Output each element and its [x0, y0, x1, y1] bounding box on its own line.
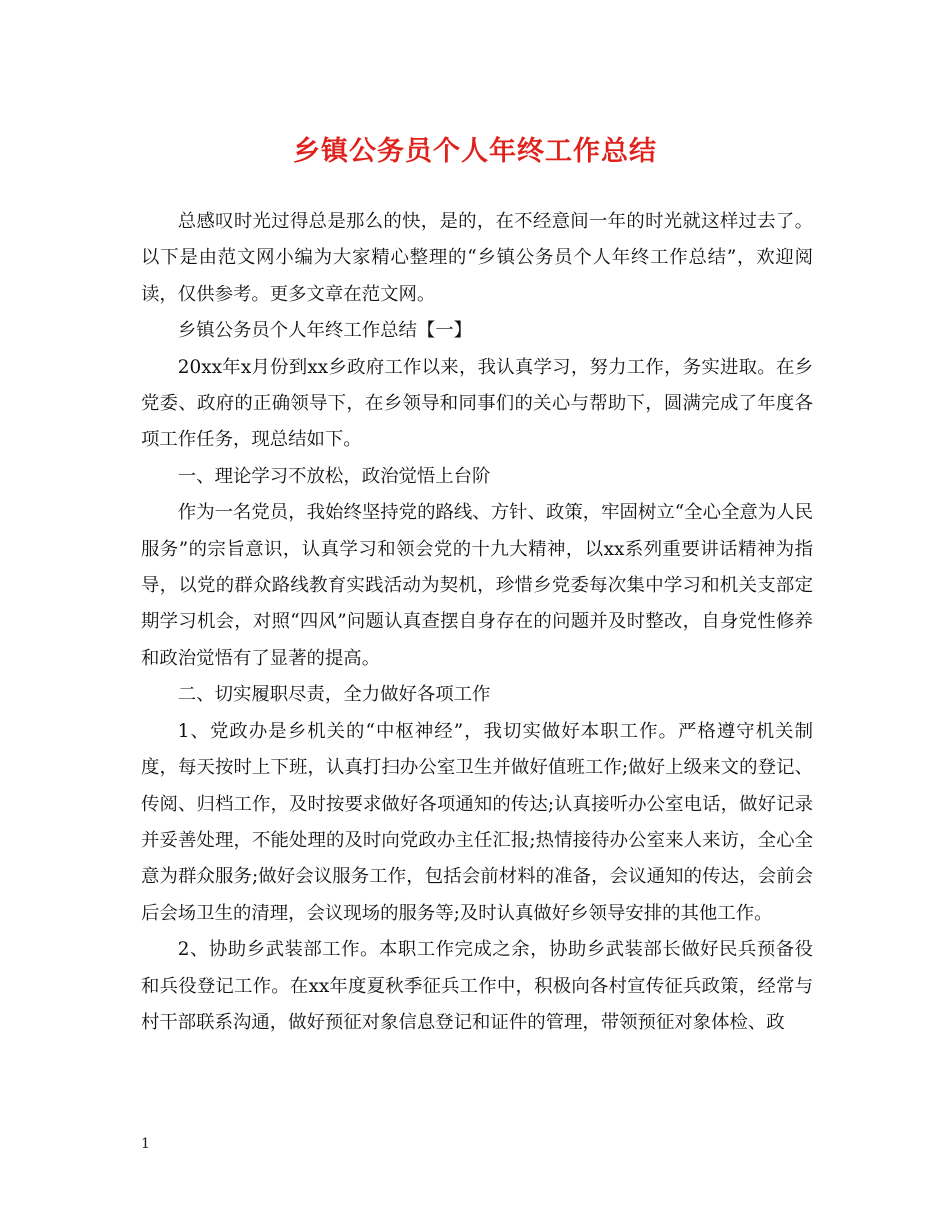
document-body [141, 204, 813, 1041]
paragraph-armed-forces-duties: 2、协助乡武装部工作。本职工作完成之余，协助乡武装部长做好民兵预备役和兵役登记工作。在xx年度夏秋季征兵工作中，积极向各村宣传征兵政策，经常与村干部联系沟通，做好预征对象信息登记和证件的管理，带领预征对象体检、政 [141, 939, 813, 1033]
paragraph-overview: 20xx年x月份到xx乡政府工作以来，我认真学习，努力工作，务实进取。在乡党委、政府的正确领导下，在乡领导和同事们的关心与帮助下，圆满完成了年度各项工作任务，现总结如下。 [141, 356, 813, 451]
paragraph-intro: 总感叹时光过得总是那么的快，是的，在不经意间一年的时光就这样过去了。以下是由范文网小编为大家精心整理的“乡镇公务员个人年终工作总结”，欢迎阅读，仅供参考。更多文章在范文网。 [141, 211, 813, 305]
paragraph-office-duties: 1、党政办是乡机关的“中枢神经”，我切实做好本职工作。严格遵守机关制度，每天按时上下班，认真打扫办公室卫生并做好值班工作;做好上级来文的登记、传阅、归档工作，及时按要求做好各项通知的传达;认真接听办公室电话，做好记录并妥善处理，不能处理的及时向党政办主任汇报;热情接待办公室来人来访，全心全意为群众服务;做好会议服务工作，包括会前材料的准备，会议通知的传达，会前会后会场卫生的清理，会议现场的服务等;及时认真做好乡领导安排的其他工作。 [141, 720, 813, 924]
section-heading-duties: 二、切实履职尽责，全力做好各项工作 [177, 684, 491, 706]
paragraph-theory-study: 作为一名党员，我始终坚持党的路线、方针、政策，牢固树立“全心全意为人民服务”的宗旨意识，认真学习和领会党的十九大精神，以xx系列重要讲话精神为指导，以党的群众路线教育实践活动为契机，珍惜乡党委每次集中学习和机关支部定期学习机会，对照“四风”问题认真查摆自身存在的问题并及时整改，自身党性修养和政治觉悟有了显著的提高。 [141, 502, 813, 669]
page-number: 1 [141, 1136, 150, 1152]
document-title: 乡镇公务员个人年终工作总结 [293, 136, 657, 167]
section-heading-theory-study: 一、理论学习不放松，政治觉悟上台阶 [177, 465, 491, 487]
section-heading-part-one: 乡镇公务员个人年终工作总结【一】 [177, 320, 473, 342]
